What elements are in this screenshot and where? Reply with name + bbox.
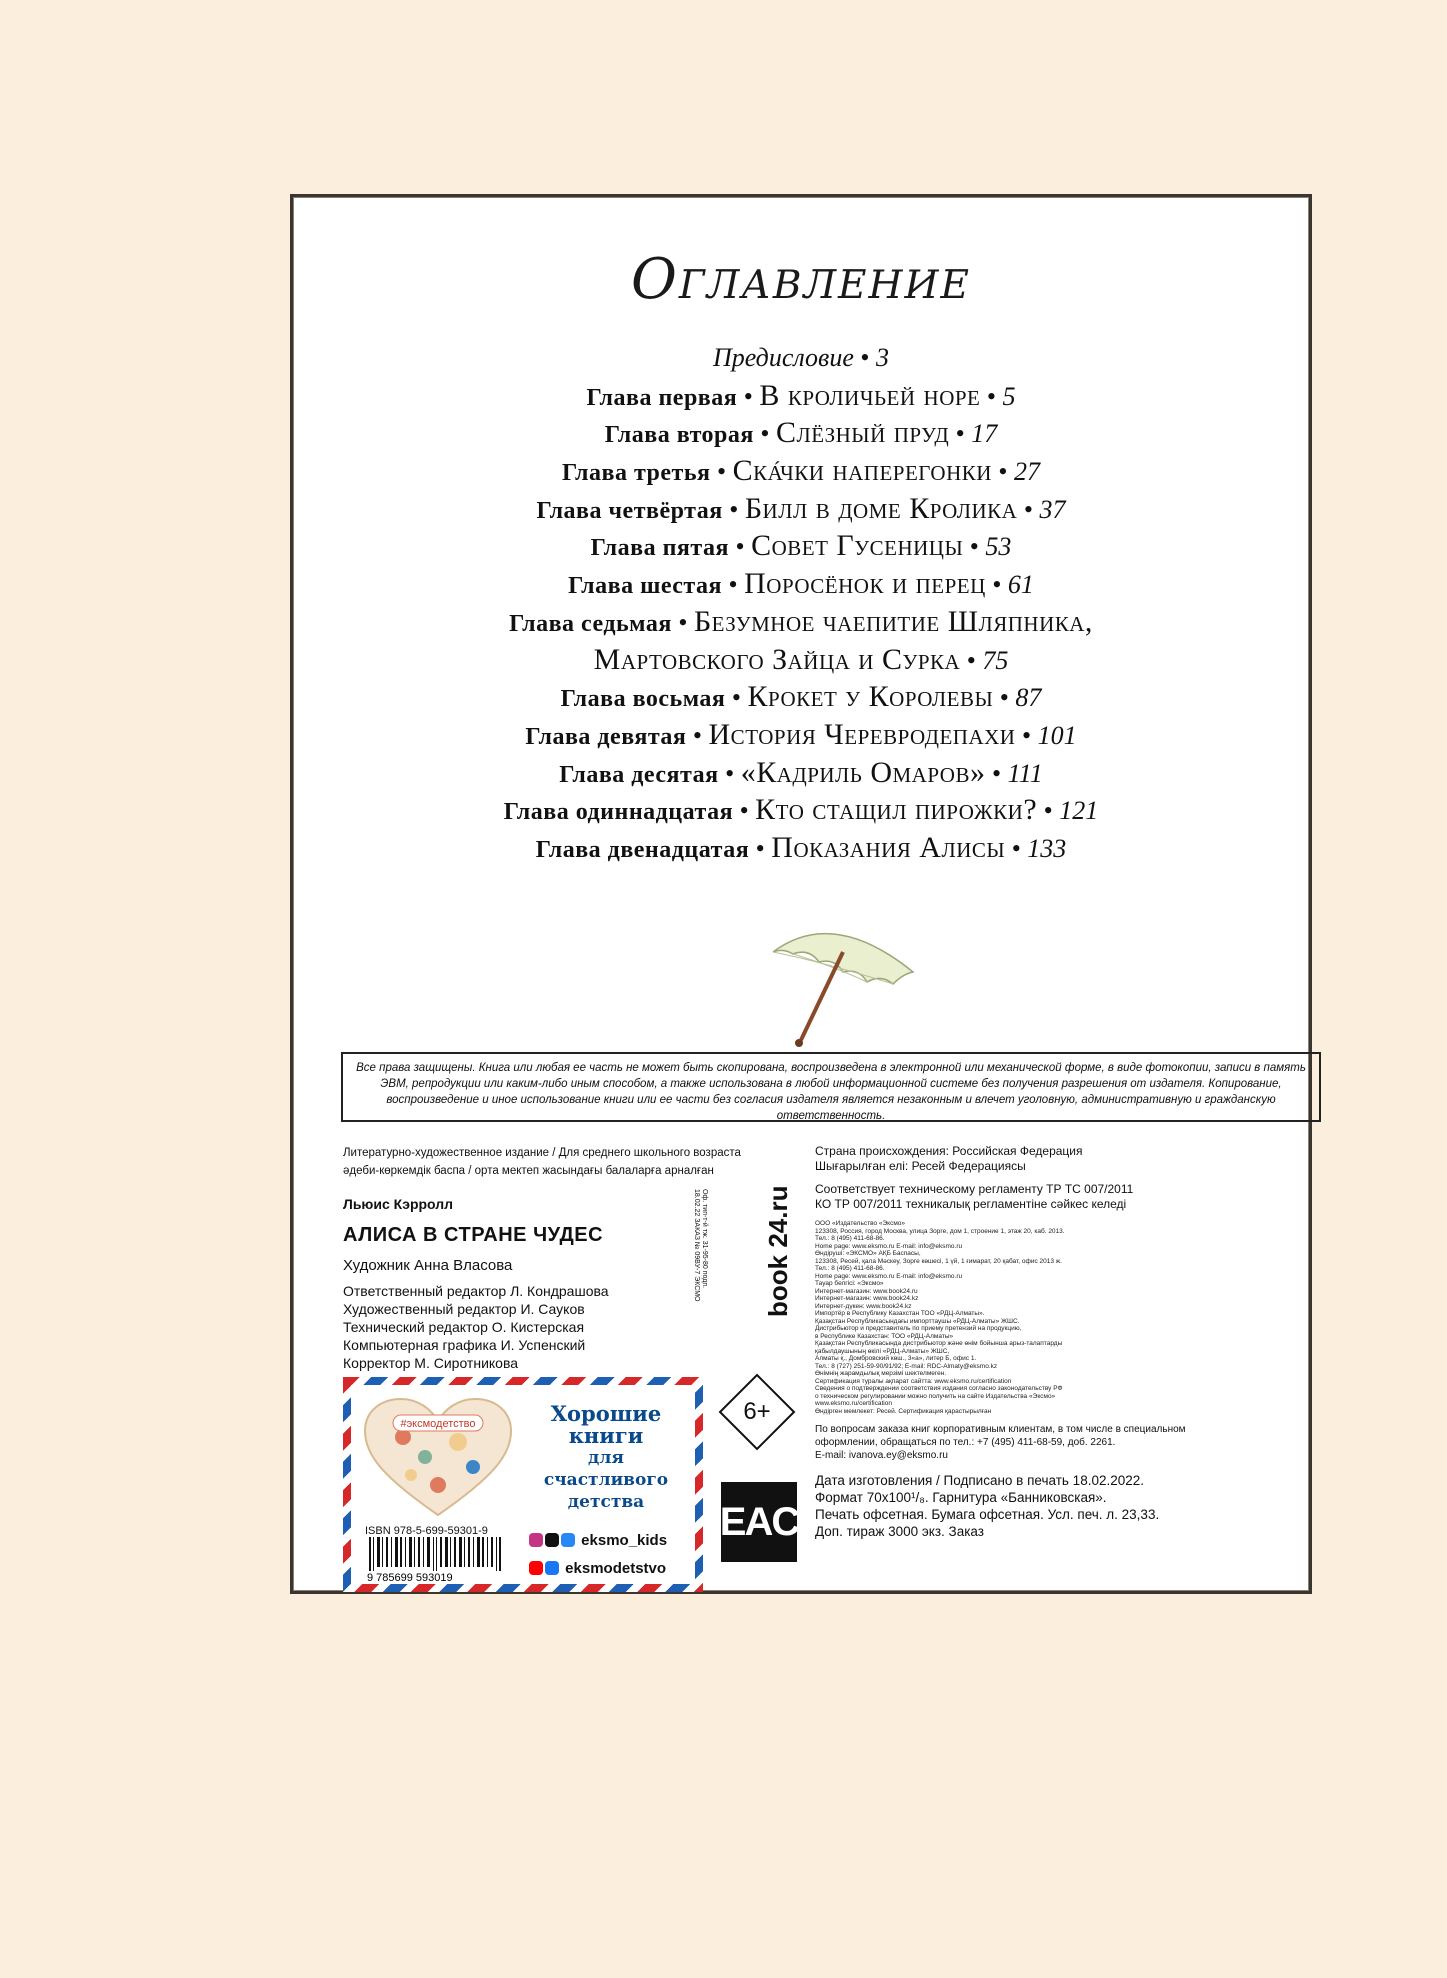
orders-email: E-mail: ivanova.ey@eksmo.ru [815, 1450, 948, 1461]
publisher-line: Тауар белгісі: «Эксмо» [815, 1280, 884, 1287]
publisher-line: Қазақстан Республикасында дистрибьютор және өнім бойынша арыз-талаптарды [815, 1340, 1063, 1347]
age-rating-label: 6+ [743, 1398, 771, 1425]
book24-logo: book 24.ru [763, 1185, 793, 1317]
chapter-label: Глава шестая [568, 573, 722, 600]
regulation-kz: КО ТР 007/2011 техникалық регламентіне сәйкес келеді [815, 1197, 1127, 1211]
chapter-name: Крокет у Королевы [747, 680, 994, 714]
toc-page-number: 133 [1027, 833, 1067, 863]
chapter-label: Глава пятая [590, 535, 729, 562]
umbrella-illustration [763, 912, 923, 1052]
print-code: Оф. тип-т-й тж. 31-95-80 подп. 18.02.22 ЗАКАЗ № 09ВУ-7 ЭКСМО [693, 1189, 708, 1302]
instagram-icon [529, 1533, 543, 1547]
tiktok-icon [545, 1533, 559, 1547]
toc-page-number: 37 [1039, 494, 1066, 524]
publisher-line: Тел.: 8 (495) 411-68-86. [815, 1235, 885, 1242]
toc-entry: Глава одиннадцатая • Кто стащил пирожки? • 121 [503, 793, 1099, 827]
credit-line: Художественный редактор И. Сауков [343, 1301, 585, 1317]
book-page [290, 194, 1312, 1594]
eac-mark: EAC [721, 1482, 797, 1562]
chapter-name: Показания Алисы [771, 830, 1006, 864]
print-line: Доп. тираж 3000 экз. Заказ [815, 1524, 984, 1539]
toc-page-number: 17 [971, 419, 998, 449]
publisher-line: 123308, Ресей, қала Мәскеу, Зорге көшесі, 1 үй, 1 ғимарат, 20 қабат, офис 2013 ж. [815, 1257, 1062, 1265]
chapter-name: Поросёнок и перец [744, 567, 986, 601]
social-detstvo[interactable] [529, 1555, 667, 1583]
credit-line: Корректор М. Сиротникова [343, 1355, 519, 1371]
toc-entry: Глава девятая • История Черевродепахи • 101 [525, 717, 1077, 751]
publisher-line: Дистрибьютор и представитель по приему претензий на продукцию, [815, 1325, 1022, 1332]
chapter-label: Глава третья [561, 460, 711, 487]
chapter-label: Глава седьмая [509, 610, 672, 637]
social-links [529, 1527, 667, 1583]
youtube-icon [529, 1561, 543, 1575]
chapter-name: Билл в доме Кролика [744, 491, 1018, 525]
publisher-line: қабылдаушының өкілі «РДЦ-Алматы» ЖШС, [815, 1347, 950, 1355]
chapter-name: Совет Гусеницы [751, 529, 964, 563]
genre-kz: әдеби-көркемдік баспа / орта мектеп жасындағы балаларға арналған [343, 1165, 714, 1177]
publisher-line: Home page: www.eksmo.ru E-mail: info@eksmo.ru [815, 1242, 963, 1250]
chapter-name: Ска́чки наперегонки [732, 454, 992, 488]
copyright-notice: Все права защищены. Книга или любая ее часть не может быть скопирована, воспроизведена в электронной или механической форме, в виде фотокопии, записи в память ЭВМ, репродукции или каким-либо иным способом, а также использована в любой информационной системе без получения разрешения от издателя. Копирование, воспроизведение и иное использование книги или ее части без согласия издателя является незаконным и влечет уголовную, административную и гражданскую ответственность. [341, 1052, 1321, 1122]
credit-line: Технический редактор О. Кистерская [343, 1319, 585, 1335]
toc-entry: Глава восьмая • Крокет у Королевы • 87 [560, 680, 1042, 714]
chapter-name: Кто стащил пирожки? [755, 793, 1038, 827]
toc-title: Оглавление [631, 247, 971, 312]
slogan-line: Хорошие [550, 1401, 662, 1426]
orders-line: оформлении, обращаться по тел.: +7 (495) 411-68-59, доб. 2261. [815, 1437, 1116, 1448]
country-ru: Страна происхождения: Российская Федерация [815, 1144, 1083, 1158]
credits-list [343, 1282, 773, 1372]
toc-entry: Глава двенадцатая • Показания Алисы • 133 [535, 830, 1067, 864]
country-kz: Шығарылған елі: Ресей Федерациясы [815, 1159, 1026, 1173]
publisher-details [815, 1220, 1295, 1415]
age-rating [717, 1372, 797, 1452]
social-handle: eksmodetstvo [565, 1560, 667, 1577]
print-line: Дата изготовления / Подписано в печать 18.02.2022. [815, 1473, 1144, 1488]
publisher-line: Тел.: 8 (727) 251-59-90/91/92; E-mail: RDC-Almaty@eksmo.kz [815, 1362, 998, 1370]
social-handle: eksmo_kids [581, 1532, 668, 1549]
publisher-line: Интернет-магазин: www.book24.kz [815, 1295, 919, 1302]
toc-entry: Глава шестая • Поросёнок и перец • 61 [568, 567, 1034, 601]
publisher-line: Импортёр в Республику Казахстан ТОО «РДЦ-Алматы». [815, 1310, 985, 1317]
barcode-digits: 9 785699 593019 [367, 1572, 453, 1582]
publisher-line: Интернет-магазин: www.book24.ru [815, 1287, 918, 1295]
publisher-line: Тел.: 8 (495) 411-68-86. [815, 1265, 885, 1272]
chapter-label: Глава девятая [525, 723, 687, 750]
table-of-contents [293, 339, 1309, 867]
hashtag-label: #эксмодетство [400, 1418, 476, 1430]
publisher-line: 123308, Россия, город Москва, улица Зорге, дом 1, строение 1, этаж 20, каб. 2013. [815, 1227, 1065, 1235]
chapter-label: Глава двенадцатая [535, 836, 750, 863]
publisher-line: в Республике Казахстан: ТОО «РДЦ-Алматы» [815, 1332, 954, 1340]
toc-entry: Глава третья • Ска́чки наперегонки • 27 [561, 454, 1041, 488]
slogan-line: детства [567, 1492, 645, 1512]
chapter-label: Глава восьмая [560, 686, 726, 713]
imprint-right [815, 1144, 1295, 1540]
publisher-line: Өнімнің жарамдылық мерзімі шектелмеген. [815, 1370, 947, 1377]
slogan-line: книги [568, 1423, 644, 1448]
toc-page-number: 27 [1014, 457, 1041, 487]
chapter-name: Слёзный пруд [776, 416, 950, 450]
book-title: АЛИСА В СТРАНЕ ЧУДЕС [343, 1224, 604, 1246]
card-slogan [526, 1403, 686, 1513]
publisher-line: ООО «Издательство «Эксмо» [815, 1220, 906, 1227]
publisher-line: Home page: www.eksmo.ru E-mail: info@eksmo.ru [815, 1272, 963, 1280]
chapter-label: Глава первая [586, 384, 738, 411]
chapter-label: Глава четвёртая [536, 497, 723, 524]
chapter-label: Глава вторая [604, 422, 754, 449]
toc-page-number: 3 [875, 343, 889, 372]
book-author: Льюис Кэрролл [343, 1196, 454, 1212]
slogan-line: для счастливого [543, 1448, 669, 1490]
toc-entry: Глава седьмая • Безумное чаепитие Шляпника, [509, 604, 1093, 638]
print-line: Формат 70x100¹/₈. Гарнитура «Банниковская». [815, 1490, 1107, 1505]
toc-entry: Глава первая • В кроличьей норе • 5 [586, 378, 1016, 412]
chapter-label: Глава одиннадцатая [503, 799, 734, 826]
facebook-icon [545, 1561, 559, 1575]
imprint-left [343, 1144, 773, 1372]
chapter-name: «Кадриль Омаров» [740, 755, 986, 789]
publisher-line: Алматы қ., Домбровский көш., 3«а», литер Б, офис 1. [815, 1355, 977, 1362]
toc-intro: Предисловие • 3 [713, 343, 889, 372]
print-details [815, 1472, 1295, 1540]
print-line: Печать офсетная. Бумага офсетная. Усл. печ. л. 23,33. [815, 1507, 1160, 1522]
publisher-line: Сертификация туралы ақпарат сайтта: www.eksmo.ru/certification [815, 1377, 1012, 1385]
publisher-line: Өндірген мемлекет: Ресей. Сертификация қарастырылған [815, 1407, 992, 1415]
chapter-label: Глава десятая [559, 761, 719, 788]
chapter-name: Безумное чаепитие Шляпника, [693, 604, 1093, 638]
publisher-line: о техническом регулировании можно получить на сайте Издательства «Эксмо» [815, 1392, 1056, 1400]
orders-line: По вопросам заказа книг корпоративным клиентам, в том числе в специальном [815, 1424, 1186, 1435]
toc-entry-continued: Мартовского Зайца и Сурка • 75 [593, 642, 1009, 676]
eksmo-card [343, 1377, 703, 1592]
toc-page-number: 121 [1059, 796, 1099, 826]
barcode [365, 1537, 535, 1582]
publisher-line: Сведения о подтверждении соответствия издания согласно законодательству РФ [815, 1385, 1063, 1392]
toc-page-number: 75 [982, 645, 1009, 675]
toc-page-number: 111 [1007, 758, 1043, 788]
heart-icon [363, 1397, 513, 1517]
toc-page-number: 101 [1037, 720, 1077, 750]
toc-page-number: 53 [985, 532, 1012, 562]
chapter-name: Мартовского Зайца и Сурка [593, 642, 961, 676]
publisher-line: Қазақстан Республикасындағы импорттаушы «РДЦ-Алматы» ЖШС. [815, 1317, 1020, 1325]
orders-info [815, 1423, 1295, 1462]
toc-page-number: 87 [1015, 683, 1042, 713]
publisher-line: www.eksmo.ru/certification [815, 1400, 892, 1407]
publisher-line: Өндіруші: «ЭКСМО» АҚБ Баспасы, [815, 1250, 921, 1257]
toc-intro-label: Предисловие [713, 343, 854, 372]
chapter-name: В кроличьей норе [759, 378, 981, 412]
toc-entry: Глава вторая • Слёзный пруд • 17 [604, 416, 998, 450]
toc-page-number: 5 [1002, 381, 1016, 411]
social-kids[interactable] [529, 1527, 667, 1555]
toc-page-number: 61 [1007, 570, 1034, 600]
isbn: ISBN 978-5-699-59301-9 [365, 1525, 488, 1537]
toc-entry: Глава пятая • Совет Гусеницы • 53 [590, 529, 1012, 563]
book-artist: Художник Анна Власова [343, 1257, 513, 1274]
credit-line: Ответственный редактор Л. Кондрашова [343, 1283, 609, 1299]
chapter-name: История Черевродепахи [708, 717, 1016, 751]
toc-entry: Глава четвёртая • Билл в доме Кролика • 37 [536, 491, 1066, 525]
credit-line: Компьютерная графика И. Успенский [343, 1337, 586, 1353]
genre-ru: Литературно-художественное издание / Для среднего школьного возраста [343, 1147, 741, 1159]
regulation-ru: Соответствует техническому регламенту ТР ТС 007/2011 [815, 1182, 1134, 1196]
publisher-line: Интернет-дүкен: www.book24.kz [815, 1302, 912, 1310]
toc-entry: Глава десятая • «Кадриль Омаров» • 111 [559, 755, 1043, 789]
vk-icon [561, 1533, 575, 1547]
